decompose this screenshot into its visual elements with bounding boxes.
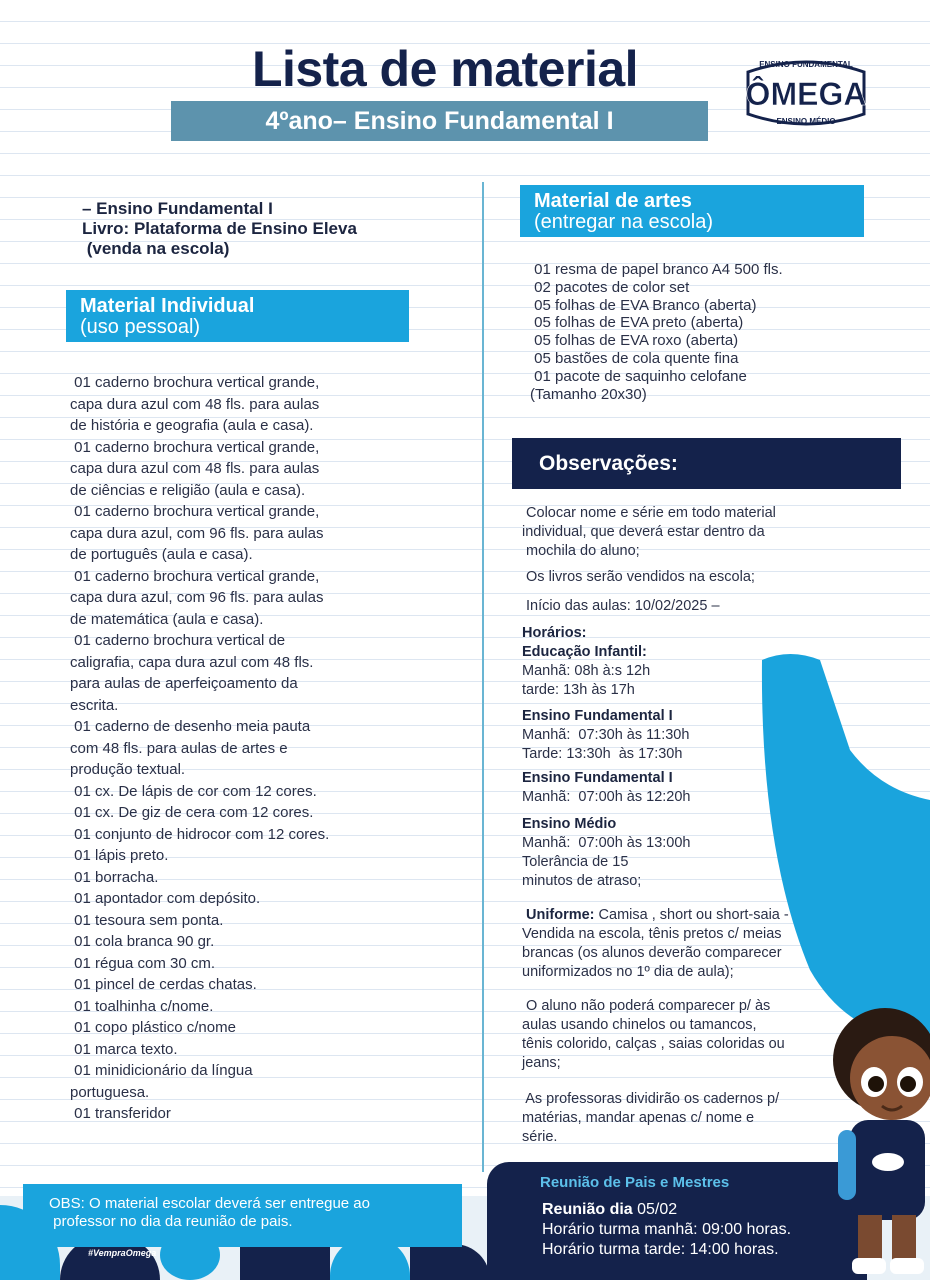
list-item: 01 copo plástico c/nome	[70, 1019, 236, 1036]
schedule-line: Manhã: 08h à:s 12h	[522, 663, 651, 679]
student-mascot-illustration	[810, 990, 930, 1280]
schedule-infantil	[522, 624, 822, 700]
list-item: 01 minidicionário da língua	[70, 1062, 253, 1079]
list-item: 01 marca texto.	[70, 1040, 178, 1058]
uniform-label: Uniforme:	[522, 907, 595, 923]
list-item: 01 caderno brochura vertical grande,	[70, 503, 320, 520]
list-item: 01 caderno brochura vertical grande,	[70, 438, 320, 456]
list-item: 01 cx. De giz de cera com 12 cores.	[70, 804, 314, 821]
note-line: brancas (os alunos deverão comparecer	[522, 945, 782, 961]
individual-material-heading	[66, 290, 409, 342]
list-item: de história e geografia (aula e casa).	[70, 417, 314, 434]
intro-block	[82, 199, 412, 259]
list-item: 01 caderno brochura vertical de	[70, 632, 286, 649]
uniform-first-line: Camisa , short ou short-saia -	[594, 907, 789, 923]
list-item: 01 pincel de cerdas chatas.	[70, 976, 257, 993]
list-item: de ciências e religião (aula e casa).	[70, 481, 306, 499]
schedule-fundamental-a	[522, 707, 822, 764]
note-line: uniformizados no 1º dia de aula);	[522, 964, 734, 980]
schedule-line: Manhã: 07:00h às 12:20h	[522, 789, 691, 805]
note-line: individual, que deverá estar dentro da	[522, 524, 765, 540]
meeting-title: Reunião de Pais e Mestres	[540, 1174, 730, 1191]
note-line: Início das aulas: 10/02/2025 –	[522, 598, 720, 614]
note-uniform	[522, 906, 822, 982]
note-line: série.	[522, 1129, 558, 1145]
schedule-line: minutos de atraso;	[522, 873, 642, 889]
list-item: 05 folhas de EVA Branco (aberta)	[530, 296, 757, 314]
list-item: 01 caderno brochura vertical grande,	[70, 374, 320, 391]
grade-banner-text: 4ºano– Ensino Fundamental I	[265, 106, 614, 135]
logo-bottom-text: ENSINO MÉDIO	[776, 117, 836, 126]
list-item: – Ensino Fundamental I	[82, 199, 273, 218]
list-item: Livro: Plataforma de Ensino Eleva	[82, 219, 357, 238]
list-item: capa dura azul com 48 fls. para aulas	[70, 460, 320, 477]
list-item: escrita.	[70, 696, 119, 714]
logo-name: ÔMEGA	[745, 76, 867, 112]
individual-heading-subtitle: (uso pessoal)	[80, 316, 201, 338]
hashtag: #VempraOmega	[88, 1248, 157, 1258]
delivery-note	[23, 1184, 462, 1247]
note-notebooks	[522, 1090, 822, 1147]
note-line: As professoras dividirão os cadernos p/	[522, 1091, 780, 1107]
observations-heading: Observações:	[512, 438, 901, 489]
schedule-line: Tolerância de 15	[522, 854, 629, 870]
delivery-note-line: OBS: O material escolar deverá ser entregue ao	[49, 1195, 370, 1212]
note-line: Vendida na escola, tênis pretos c/ meias	[522, 926, 782, 942]
note-footwear	[522, 997, 822, 1073]
arts-material-heading	[520, 185, 864, 237]
schedule-label: Horários:	[522, 625, 587, 641]
individual-material-list	[70, 372, 470, 1125]
list-item: produção textual.	[70, 761, 186, 778]
meeting-day-value: 05/02	[632, 1201, 678, 1218]
list-item: portuguesa.	[70, 1083, 150, 1101]
note-name-on-material	[522, 504, 822, 561]
list-item: (Tamanho 20x30)	[530, 385, 647, 403]
schedule-medio	[522, 815, 822, 891]
infantil-label: Educação Infantil:	[522, 644, 647, 660]
fund1b-label: Ensino Fundamental I	[522, 770, 673, 786]
arts-material-list	[530, 261, 860, 403]
list-item: com 48 fls. para aulas de artes e	[70, 739, 288, 757]
note-class-start	[522, 597, 822, 616]
schedule-line: Manhã: 07:00h às 13:00h	[522, 835, 691, 851]
list-item: 02 pacotes de color set	[530, 278, 690, 296]
meeting-morning: Horário turma manhã: 09:00 horas.	[542, 1221, 792, 1238]
schedule-fundamental-b	[522, 769, 822, 807]
list-item: de português (aula e casa).	[70, 546, 253, 563]
note-line: Os livros serão vendidos na escola;	[522, 569, 755, 585]
list-item: 01 caderno brochura vertical grande,	[70, 567, 320, 585]
logo-top-text: ENSINO FUNDAMENTAL	[759, 60, 853, 69]
note-line: jeans;	[522, 1055, 561, 1071]
omega-logo	[740, 48, 872, 136]
list-item: 05 folhas de EVA roxo (aberta)	[530, 332, 739, 350]
arts-heading-title: Material de artes	[534, 190, 692, 212]
schedule-line: Manhã: 07:30h às 11:30h	[522, 727, 690, 743]
list-item: 01 toalhinha c/nome.	[70, 997, 214, 1015]
arts-heading-subtitle: (entregar na escola)	[534, 211, 713, 233]
list-item: capa dura azul com 48 fls. para aulas	[70, 395, 320, 413]
note-line: mochila do aluno;	[522, 543, 640, 559]
note-line: Colocar nome e série em todo material	[522, 505, 776, 521]
fund1a-label: Ensino Fundamental I	[522, 708, 673, 724]
meeting-afternoon: Horário turma tarde: 14:00 horas.	[542, 1241, 779, 1258]
meeting-day	[542, 1200, 677, 1220]
note-books-sold	[522, 568, 822, 587]
note-line: aulas usando chinelos ou tamancos,	[522, 1017, 757, 1033]
note-line: O aluno não poderá comparecer p/ às	[522, 998, 771, 1014]
list-item: 01 caderno de desenho meia pauta	[70, 718, 311, 735]
list-item: 01 cx. De lápis de cor com 12 cores.	[70, 782, 317, 800]
note-line: tênis colorido, calças , saias coloridas ou	[522, 1036, 785, 1052]
column-divider	[482, 182, 484, 1172]
note-line: matérias, mandar apenas c/ nome e	[522, 1110, 755, 1126]
list-item: (venda na escola)	[82, 239, 230, 258]
list-item: de matemática (aula e casa).	[70, 610, 264, 628]
list-item: caligrafia, capa dura azul com 48 fls.	[70, 653, 314, 671]
list-item: 01 lápis preto.	[70, 847, 169, 864]
list-item: 01 borracha.	[70, 868, 159, 886]
individual-heading-title: Material Individual	[80, 295, 255, 317]
meeting-day-label: Reunião dia	[542, 1201, 633, 1218]
schedule-line: tarde: 13h às 17h	[522, 682, 635, 698]
grade-banner	[171, 101, 708, 141]
list-item: para aulas de aperfeiçoamento da	[70, 675, 298, 692]
list-item: 01 régua com 30 cm.	[70, 954, 216, 972]
list-item: capa dura azul, com 96 fls. para aulas	[70, 524, 324, 542]
list-item: 05 bastões de cola quente fina	[530, 349, 739, 367]
list-item: 01 pacote de saquinho celofane	[530, 367, 747, 385]
delivery-note-line: professor no dia da reunião de pais.	[49, 1213, 293, 1230]
schedule-line: Tarde: 13:30h às 17:30h	[522, 746, 683, 762]
list-item: 05 folhas de EVA preto (aberta)	[530, 314, 744, 332]
page-title: Lista de material	[251, 41, 639, 97]
list-item: capa dura azul, com 96 fls. para aulas	[70, 589, 324, 606]
list-item: 01 apontador com depósito.	[70, 890, 261, 907]
list-item: 01 transferidor	[70, 1105, 171, 1122]
list-item: 01 tesoura sem ponta.	[70, 911, 224, 929]
list-item: 01 cola branca 90 gr.	[70, 933, 215, 950]
list-item: 01 resma de papel branco A4 500 fls.	[530, 261, 783, 278]
list-item: 01 conjunto de hidrocor com 12 cores.	[70, 825, 330, 843]
medio-label: Ensino Médio	[522, 816, 617, 832]
